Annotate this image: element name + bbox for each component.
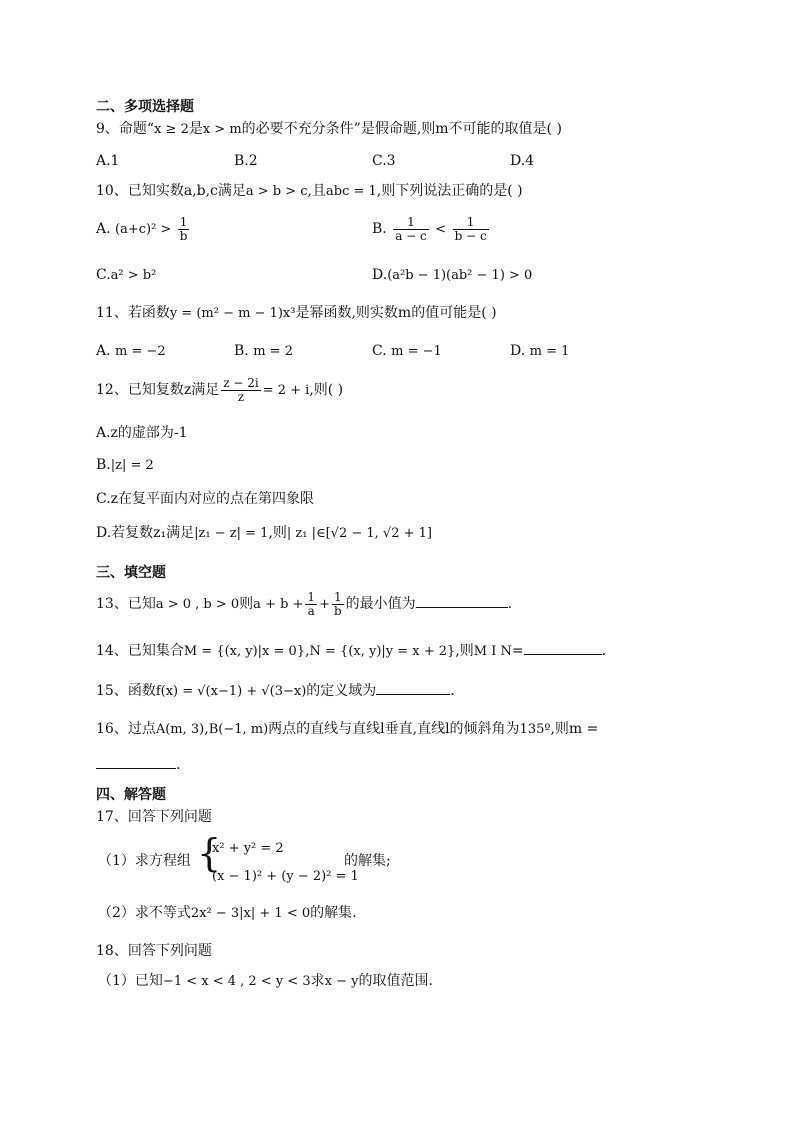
q13-math-1: a > 0 , b > 0 (155, 597, 240, 612)
q17-p2-expr: 2x² − 3|x| + 1 < 0 (190, 906, 311, 921)
q10-math-1: a > b > c (245, 184, 308, 199)
q12-option-c: C.z在复平面内对应的点在第四象限 (96, 491, 315, 507)
q10-math-2: abc = 1 (326, 184, 377, 199)
q14-math-1: M = {(x, y)|x = 0} (183, 644, 306, 659)
q11-a-label: A. (96, 343, 111, 359)
q13-den2: b (333, 603, 342, 618)
q10-b-num1: 1 (393, 216, 429, 230)
q17-part-1-post: 的解集; (344, 853, 391, 869)
q17-system-brace: { (197, 831, 222, 875)
q18-p1-text-a: （1）已知 (98, 973, 163, 989)
q13-plus: + (319, 597, 330, 612)
q12-math-1: = 2 + i (262, 383, 310, 398)
q10-text-a: 10、已知实数a,b,c满足 (96, 183, 246, 199)
q10-b-den1: a − c (395, 228, 427, 243)
q13-num2: 1 (332, 591, 344, 605)
question-13-stem (96, 588, 512, 621)
q18-p1-text-c: 的取值范围. (358, 973, 433, 989)
q15-text-b: 的定义域为 (306, 683, 377, 699)
q18-p1-math-1: −1 < x < 4 , 2 < y < 3 (162, 974, 311, 989)
q14-end: . (601, 643, 607, 659)
q14-text-d: = (511, 643, 524, 659)
q9-option-c: C.3 (372, 153, 396, 169)
q14-answer-blank[interactable] (524, 642, 602, 655)
q16-answer-blank[interactable] (96, 756, 176, 769)
q9-option-a: A.1 (96, 153, 120, 169)
q16-text-c: 两点的直线与直线l垂直,直线l的倾斜角为 (268, 721, 520, 737)
question-15-stem (96, 682, 455, 701)
q12-d-text-b: ,则 (268, 525, 287, 541)
q18-p1-text-b: 求 (310, 973, 325, 989)
q9-math-2: x > m (202, 122, 242, 137)
q12-b-expr: |z| = 2 (110, 458, 154, 473)
q10-b-fraction-2 (453, 216, 489, 243)
q16-math-1: A(m, 3) (155, 722, 205, 737)
q13-fraction-1 (305, 591, 317, 618)
q18-p1-math-2: x − y (324, 974, 359, 989)
q13-num1: 1 (307, 589, 316, 604)
question-18-title: 18、回答下列问题 (96, 943, 212, 959)
section-header-fill-in: 三、填空题 (96, 565, 166, 581)
q10-d-label: D. (372, 267, 388, 283)
q11-option-a (96, 342, 166, 361)
q15-text-a: 15、函数 (96, 683, 156, 699)
q10-option-a (96, 214, 191, 245)
q9-option-d: D.4 (510, 153, 535, 169)
q10-a-num: 1 (178, 216, 190, 230)
q10-text-c: ,则下列说法正确的是( ) (376, 183, 523, 199)
q11-option-b (234, 342, 293, 361)
q16-math-2: B(−1, m) (208, 722, 269, 737)
q12-den: z (237, 389, 245, 404)
q10-option-d (372, 266, 532, 285)
q16-answer-line (96, 756, 180, 774)
question-12-stem (96, 374, 343, 407)
q17-part-2 (98, 904, 357, 923)
q18-part-1 (98, 972, 433, 991)
q13-text-a: 13、已知 (96, 596, 156, 612)
q10-option-c (96, 266, 156, 285)
q10-d-expr: (a²b − 1)(ab² − 1) > 0 (387, 268, 533, 283)
q16-text-a: 16、过点 (96, 721, 156, 737)
q12-option-d (96, 524, 432, 543)
q13-math-2: a + b + (253, 597, 304, 612)
q15-math-1: f(x) = √(x−1) + √(3−x) (155, 684, 307, 699)
q12-option-b (96, 456, 154, 475)
q11-math-1: y = (m² − m − 1)x³ (169, 306, 296, 321)
q10-a-den: b (179, 228, 188, 243)
question-11-stem (96, 304, 497, 323)
q14-text-a: 14、已知集合 (96, 643, 184, 659)
q16-text-b: , (204, 721, 209, 737)
q10-text-b: ,且 (307, 183, 326, 199)
q10-a-fraction (178, 216, 190, 243)
q15-answer-blank[interactable] (376, 682, 450, 695)
question-9-stem (96, 120, 562, 139)
q10-b-den2: b − c (454, 228, 487, 243)
q12-d-text-a: D.若复数z₁满足 (96, 525, 195, 541)
q11-b-expr: m = 2 (253, 344, 293, 359)
q17-equation-1: x² + y² = 2 (212, 841, 284, 856)
q14-math-3: M I N (473, 644, 512, 659)
q12-d-expr-2: | z₁ |∈[√2 − 1, √2 + 1] (286, 526, 432, 541)
q13-text-b: 则 (239, 596, 254, 612)
q16-math-3: 135º (519, 722, 551, 737)
q10-option-b (372, 214, 491, 245)
q12-d-expr-1: |z₁ − z| = 1 (194, 526, 269, 541)
q11-c-label: C. (372, 343, 387, 359)
q12-option-a: A.z的虚部为-1 (96, 425, 188, 441)
question-14-stem (96, 642, 606, 661)
q10-a-expr: (a+c)² > (115, 222, 172, 237)
q9-text-c: 的必要不充分条件”是假命题,则m不可能的取值是( ) (241, 121, 562, 137)
q9-text-b: 是 (188, 121, 203, 137)
q14-text-b: , (305, 643, 310, 659)
q13-answer-blank[interactable] (416, 595, 508, 608)
q10-c-expr: a² > b² (110, 268, 157, 283)
q12-text-b: ,则( ) (309, 382, 344, 398)
q9-option-b: B.2 (234, 153, 258, 169)
section-header-multiple-choice: 二、多项选择题 (96, 99, 194, 115)
q11-option-c (372, 342, 442, 361)
q10-b-label: B. (372, 221, 387, 237)
q12-b-label: B. (96, 457, 111, 473)
q10-a-label: A. (96, 221, 111, 237)
q10-b-lt: < (435, 222, 447, 237)
q10-b-fraction-1 (393, 216, 429, 243)
q10-b-num2: 1 (453, 216, 489, 230)
q9-text-a: 9、命题“ (96, 121, 155, 137)
q14-text-c: ,则 (455, 643, 474, 659)
q11-d-label: D. (510, 343, 526, 359)
q16-text-d: ,则m = (550, 721, 599, 737)
q13-den1: a (307, 603, 315, 618)
q11-a-expr: m = −2 (115, 344, 166, 359)
section-header-solutions: 四、解答题 (96, 787, 166, 803)
q11-text-a: 11、若函数 (96, 305, 170, 321)
q9-math-1: x ≥ 2 (154, 122, 189, 137)
q17-part-1-label: （1）求方程组 (98, 853, 191, 869)
q17-equation-2: (x − 1)² + (y − 2)² = 1 (212, 869, 359, 884)
q11-option-d (510, 342, 569, 361)
q17-p2-text-b: 的解集. (310, 905, 357, 921)
q11-text-b: 是幂函数,则实数m的值可能是( ) (295, 305, 497, 321)
question-17-title: 17、回答下列问题 (96, 809, 212, 825)
q12-num: z − 2i (223, 375, 259, 390)
q13-fraction-2 (332, 591, 344, 618)
q15-end: . (450, 683, 455, 699)
q14-math-2: N = {(x, y)|y = x + 2} (309, 644, 456, 659)
q12-fraction (221, 377, 260, 404)
q11-c-expr: m = −1 (391, 344, 442, 359)
q13-end: . (507, 596, 513, 612)
q11-d-expr: m = 1 (529, 344, 570, 359)
q10-c-label: C. (96, 267, 111, 283)
q16-end: . (176, 757, 181, 773)
q12-text-a: 12、已知复数z满足 (96, 382, 220, 398)
q13-text-c: 的最小值为 (345, 596, 416, 612)
question-16-stem (96, 720, 598, 739)
q11-b-label: B. (234, 343, 249, 359)
question-10-stem (96, 182, 523, 201)
q17-p2-text-a: （2）求不等式 (98, 905, 191, 921)
